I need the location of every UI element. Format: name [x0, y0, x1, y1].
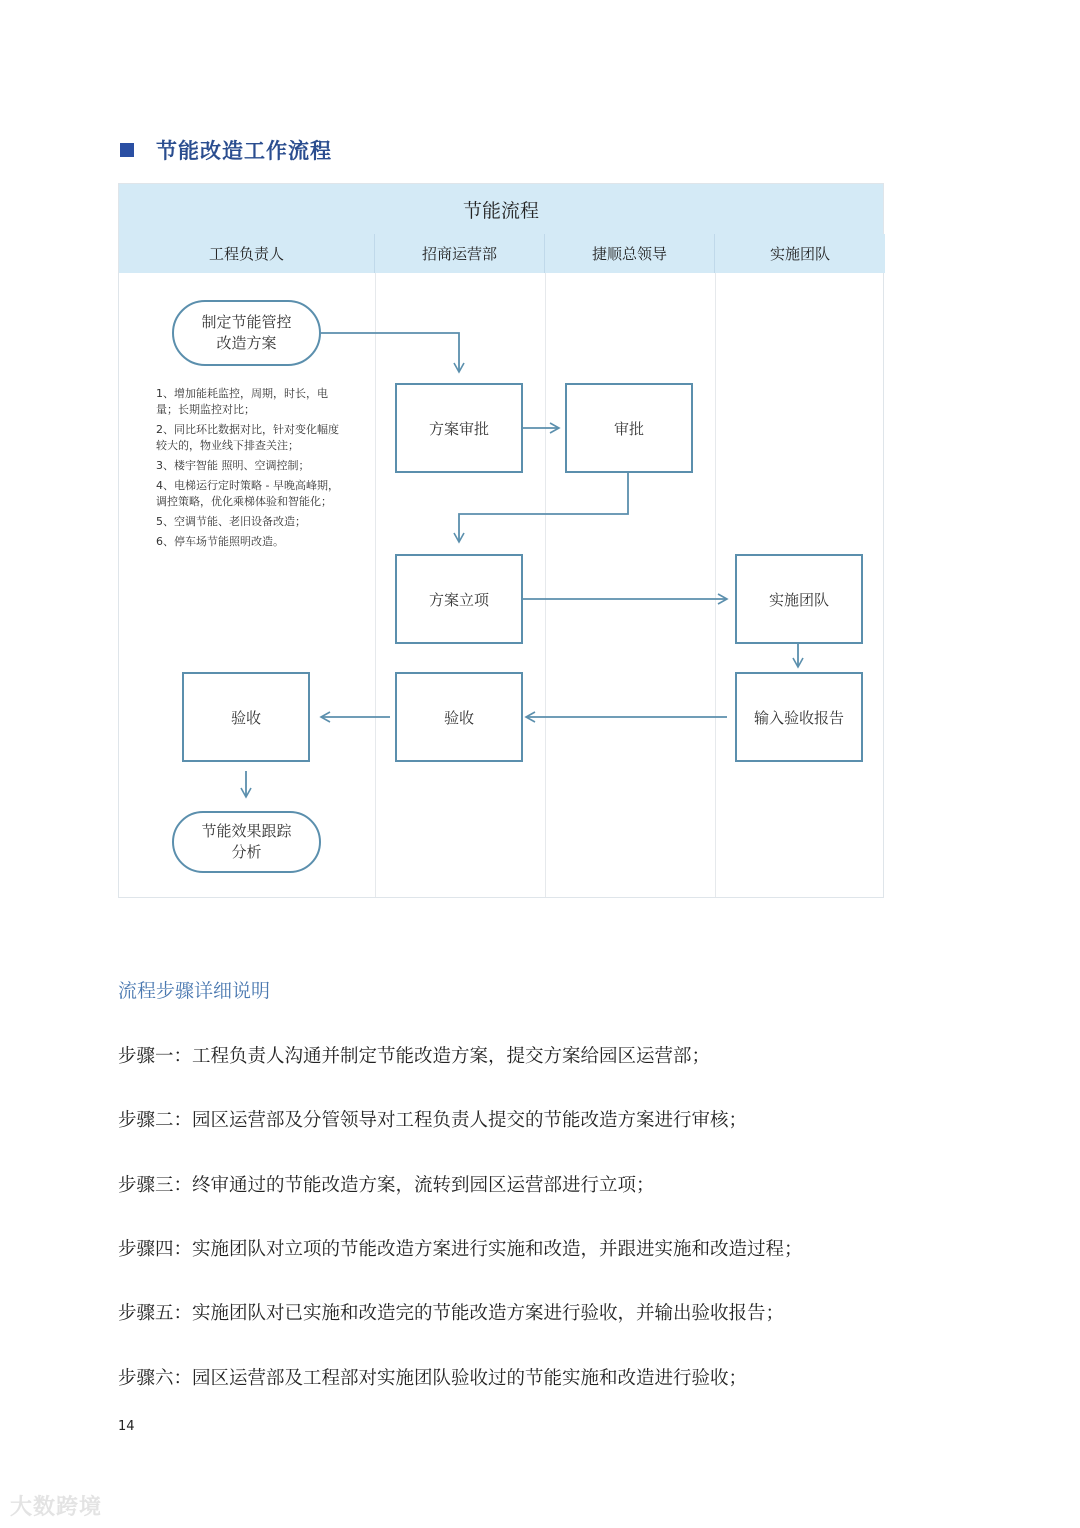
note-item: 2、同比环比数据对比，针对变化幅度较大的，物业线下排查关注；	[156, 423, 339, 452]
step-item: 步骤二：园区运营部及分管领导对工程负责人提交的节能改造方案进行审核；	[118, 1110, 748, 1131]
end-node: 节能效果跟踪 分析	[172, 811, 321, 873]
lane-header-engineering-lead: 工程负责人	[119, 234, 375, 273]
section-heading	[120, 134, 332, 166]
plan-review-node: 方案审批	[395, 383, 523, 473]
note-item: 3、楼宇智能 照明、空调控制；	[156, 459, 310, 472]
input-report-node: 输入验收报告	[735, 672, 863, 762]
lane-header-implementation-team: 实施团队	[715, 234, 885, 273]
note-item: 1、增加能耗监控，周期，时长，电量；长期监控对比；	[156, 387, 328, 416]
flowchart-title: 节能流程	[119, 184, 883, 235]
lane-divider	[715, 273, 716, 897]
note-item: 5、空调节能、老旧设备改造；	[156, 515, 306, 528]
measures-notes	[156, 386, 346, 554]
acceptance-ops-node: 验收	[395, 672, 523, 762]
step-item: 步骤六：园区运营部及工程部对实施团队验收过的节能实施和改造进行验收；	[118, 1368, 748, 1389]
watermark: 大数跨境	[10, 1495, 103, 1520]
lane-divider	[545, 273, 546, 897]
details-title: 流程步骤详细说明	[118, 980, 271, 1002]
approval-node: 审批	[565, 383, 693, 473]
lane-divider	[375, 273, 376, 897]
lane-header-leadership: 捷顺总领导	[545, 234, 715, 273]
step-item: 步骤四：实施团队对立项的节能改造方案进行实施和改造，并跟进实施和改造过程；	[118, 1239, 803, 1260]
step-item: 步骤一：工程负责人沟通并制定节能改造方案，提交方案给园区运营部；	[118, 1046, 711, 1067]
step-item: 步骤五：实施团队对已实施和改造完的节能改造方案进行验收，并输出验收报告；	[118, 1303, 785, 1324]
note-item: 4、电梯运行定时策略 - 早晚高峰期，调控策略，优化乘梯体验和智能化；	[156, 479, 339, 508]
page-number: 14	[118, 1419, 135, 1434]
start-node: 制定节能管控 改造方案	[172, 300, 321, 366]
plan-project-node: 方案立项	[395, 554, 523, 644]
note-item: 6、停车场节能照明改造。	[156, 535, 284, 548]
acceptance-eng-node: 验收	[182, 672, 310, 762]
square-bullet-icon	[120, 143, 134, 157]
implementation-team-node: 实施团队	[735, 554, 863, 644]
step-item: 步骤三：终审通过的节能改造方案，流转到园区运营部进行立项；	[118, 1175, 655, 1196]
lane-header-operations: 招商运营部	[375, 234, 545, 273]
section-title: 节能改造工作流程	[156, 139, 332, 163]
